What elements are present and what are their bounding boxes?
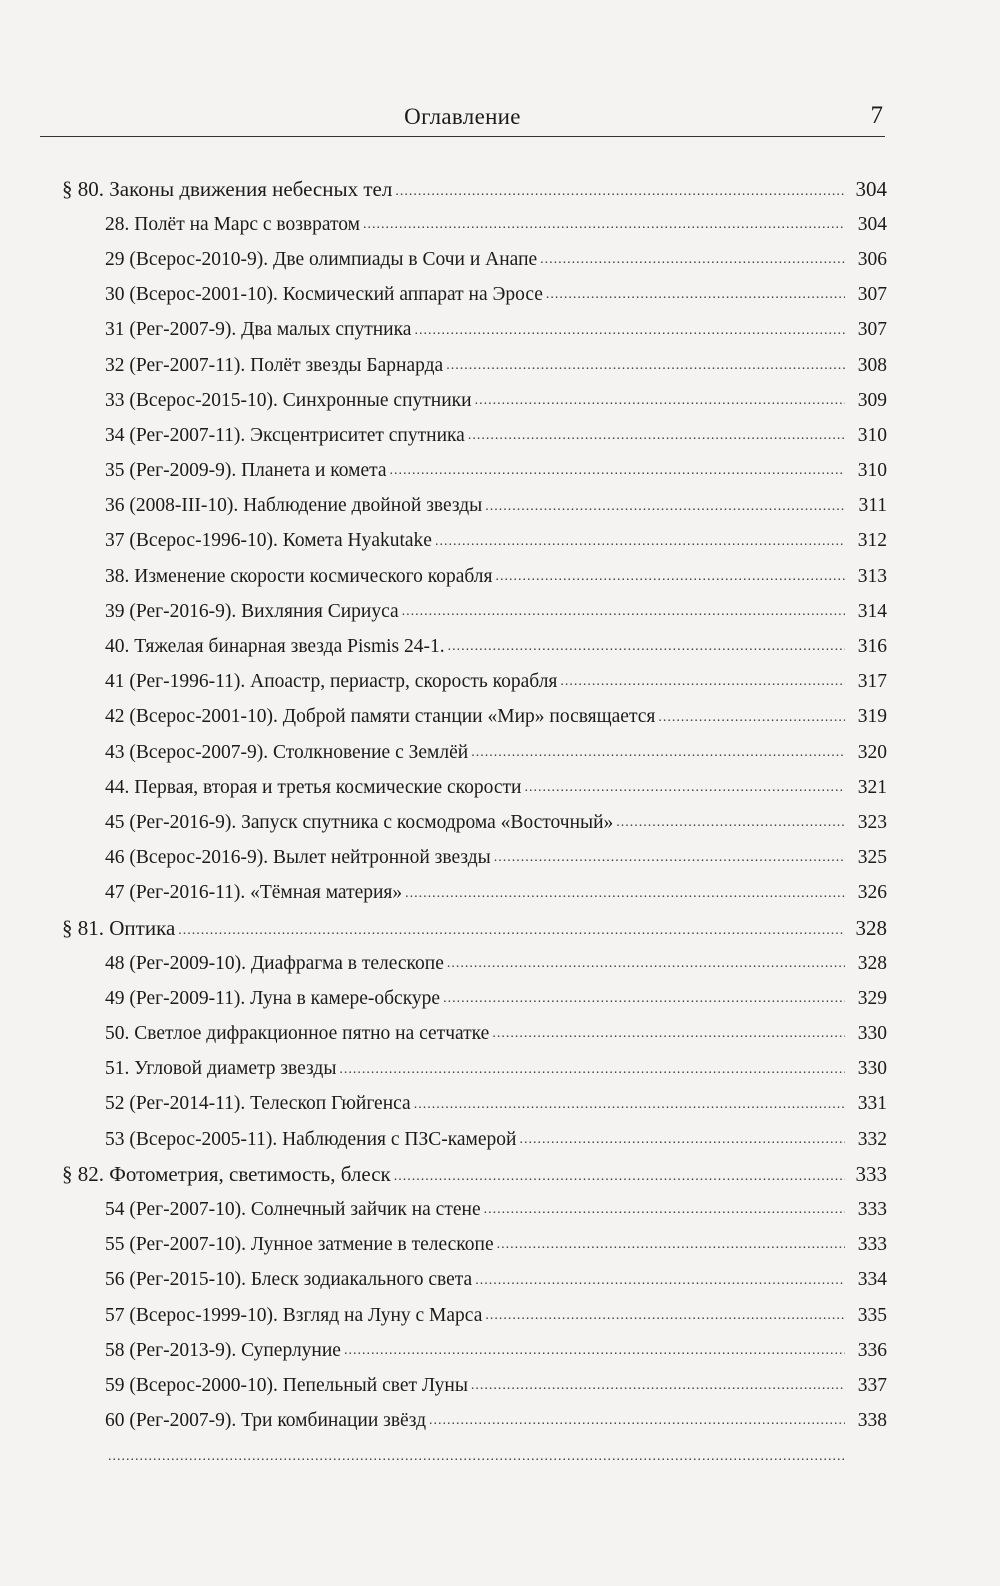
toc-entry-page: 313 [857,565,887,587]
dot-leader [492,1021,845,1041]
toc-entry-title: 41 (Рег-1996-11). Апоастр, периастр, скорость корабля [105,671,558,693]
toc-entry-page: 314 [857,600,887,622]
toc-entry-title: 42 (Всерос-2001-10). Доброй памяти станции «Мир» посвящается [105,706,656,728]
dot-leader [344,1338,845,1358]
toc-entry[interactable] [62,1228,887,1263]
toc-entry[interactable] [62,1298,887,1333]
dot-leader [540,247,845,267]
toc-entry-title: 55 (Рег-2007-10). Лунное затмение в телескопе [105,1234,494,1256]
toc-entry[interactable] [62,1192,887,1227]
toc-entry[interactable] [62,242,887,277]
toc-entry[interactable] [62,876,887,911]
dot-leader [443,986,845,1006]
toc-entry-title: 32 (Рег-2007-11). Полёт звезды Барнарда [105,354,444,376]
toc-entry-page: 320 [857,741,887,763]
dot-leader [475,1268,845,1288]
dot-leader [402,599,845,619]
toc-entry-title: 35 (Рег-2009-9). Планета и комета [105,460,387,482]
toc-entry[interactable] [62,489,887,524]
toc-entry-title: § 81. Оптика [62,916,176,941]
toc-entry-page: 330 [857,1023,887,1045]
dot-leader [475,388,845,408]
toc-entry-title: 45 (Рег-2016-9). Запуск спутника с космодрома «Восточный» [105,811,614,833]
toc-entry[interactable] [62,348,887,383]
dot-leader [524,775,845,795]
running-header [40,100,885,137]
dot-leader [448,634,845,654]
toc-entry-title: 33 (Всерос-2015-10). Синхронные спутники [105,389,472,411]
dot-leader [395,176,845,197]
toc-entry-title: 58 (Рег-2013-9). Суперлуние [105,1339,341,1361]
toc-entry[interactable] [62,278,887,313]
toc-entry-page: 321 [857,776,887,798]
dot-leader [414,318,845,338]
dot-leader [496,564,845,584]
toc-entry-title: 37 (Всерос-1996-10). Комета Hyakutake [105,530,432,552]
dot-leader [546,282,845,302]
toc-entry[interactable] [62,207,887,242]
toc-entry-section[interactable] [62,1157,887,1192]
toc-entry-title: 39 (Рег-2016-9). Вихляния Сириуса [105,600,399,622]
dot-leader [339,1057,845,1077]
dot-leader [484,1197,845,1217]
dot-leader [414,1092,845,1112]
toc-entry-page: 334 [857,1269,887,1291]
toc-entry-page: 312 [857,530,887,552]
toc-entry[interactable] [62,629,887,664]
toc-entry-page: 332 [857,1128,887,1150]
toc-entry-title: § 80. Законы движения небесных тел [62,177,393,202]
toc-entry-section[interactable] [62,172,887,207]
dot-leader [390,458,845,478]
toc-entry-page: 308 [857,354,887,376]
table-of-contents [62,172,887,1474]
dot-leader [616,810,845,830]
toc-entry-title: 30 (Всерос-2001-10). Космический аппарат на Эросе [105,284,543,306]
dot-leader [447,951,845,971]
dot-leader [394,1161,845,1182]
toc-entry-title: 57 (Всерос-1999-10). Взгляд на Луну с Марса [105,1304,483,1326]
dot-leader [108,1444,845,1464]
toc-entry-page: 304 [857,213,887,235]
toc-entry-title: § 82. Фотометрия, светимость, блеск [62,1162,391,1187]
toc-entry[interactable] [62,1263,887,1298]
toc-entry[interactable] [62,313,887,348]
toc-entry[interactable] [62,454,887,489]
toc-entry-title: 50. Светлое дифракционное пятно на сетчатке [105,1023,490,1045]
toc-entry-title: 31 (Рег-2007-9). Два малых спутника [105,319,412,341]
toc-entry[interactable] [62,559,887,594]
toc-entry[interactable] [62,1122,887,1157]
toc-entry-page: 333 [855,1162,887,1187]
toc-entry[interactable] [62,1439,887,1474]
toc-entry-page: 307 [857,284,887,306]
toc-entry[interactable] [62,665,887,700]
toc-entry-page: 325 [857,847,887,869]
toc-entry-title: 36 (2008-III-10). Наблюдение двойной звезды [105,495,483,517]
toc-entry-title: 49 (Рег-2009-11). Луна в камере-обскуре [105,987,441,1009]
toc-entry[interactable] [62,1368,887,1403]
toc-entry-title: 43 (Всерос-2007-9). Столкновение с Землёй [105,741,469,763]
toc-entry-title: 51. Угловой диаметр звезды [105,1058,337,1080]
dot-leader [485,494,845,514]
toc-entry[interactable] [62,805,887,840]
toc-entry-title: 29 (Всерос-2010-9). Две олимпиады в Сочи и Анапе [105,248,538,270]
toc-entry[interactable] [62,418,887,453]
toc-entry-title: 28. Полёт на Марс с возвратом [105,213,360,235]
toc-entry-page: 304 [855,177,887,202]
toc-entry-page: 329 [857,987,887,1009]
toc-entry-page: 316 [857,636,887,658]
toc-entry-page: 333 [857,1199,887,1221]
toc-entry-page: 336 [857,1339,887,1361]
dot-leader [468,423,845,443]
toc-entry-title: 34 (Рег-2007-11). Эксцентриситет спутника [105,424,465,446]
toc-entry-page: 338 [857,1410,887,1432]
toc-entry-title: 60 (Рег-2007-9). Три комбинации звёзд [105,1410,426,1432]
dot-leader [405,881,845,901]
toc-entry[interactable] [62,981,887,1016]
toc-entry-page: 328 [855,916,887,941]
toc-entry-title: 52 (Рег-2014-11). Телескоп Гюйгенса [105,1093,411,1115]
dot-leader [429,1408,845,1428]
header-title: Оглавление [404,104,521,129]
toc-entry-page: 330 [857,1058,887,1080]
toc-entry-page: 333 [857,1234,887,1256]
toc-entry-page: 331 [857,1093,887,1115]
dot-leader [363,212,845,232]
dot-leader [485,1303,845,1323]
header-page-number: 7 [870,102,883,129]
toc-entry[interactable] [62,946,887,981]
dot-leader [435,529,845,549]
dot-leader [471,1373,845,1393]
dot-leader [178,915,845,936]
toc-entry[interactable] [62,594,887,629]
toc-entry[interactable] [62,383,887,418]
dot-leader [520,1127,846,1147]
toc-entry-title: 46 (Всерос-2016-9). Вылет нейтронной звезды [105,847,491,869]
toc-entry-page: 311 [858,495,887,517]
toc-entry-page: 323 [857,811,887,833]
toc-entry-page: 337 [857,1374,887,1396]
toc-entry[interactable] [62,700,887,735]
toc-entry-section[interactable] [62,911,887,946]
toc-entry[interactable] [62,770,887,805]
toc-entry-title: 54 (Рег-2007-10). Солнечный зайчик на стене [105,1199,481,1221]
toc-entry-title: 48 (Рег-2009-10). Диафрагма в телескопе [105,952,444,974]
toc-entry-title: 44. Первая, вторая и третья космические скорости [105,776,522,798]
toc-entry[interactable] [62,524,887,559]
dot-leader [658,705,845,725]
toc-entry-title: 59 (Всерос-2000-10). Пепельный свет Луны [105,1374,468,1396]
toc-entry[interactable] [62,1404,887,1439]
toc-entry-page: 310 [857,424,887,446]
toc-entry[interactable] [62,1052,887,1087]
toc-entry-page: 328 [857,952,887,974]
dot-leader [560,669,845,689]
toc-entry-page: 307 [857,319,887,341]
toc-entry-page: 310 [857,460,887,482]
toc-entry-page: 306 [857,248,887,270]
dot-leader [471,740,845,760]
toc-entry-title: 47 (Рег-2016-11). «Тёмная материя» [105,882,403,904]
toc-entry-title: 40. Тяжелая бинарная звезда Pismis 24-1. [105,636,445,658]
dot-leader [446,353,845,373]
toc-entry-page: 319 [857,706,887,728]
toc-entry[interactable] [62,1017,887,1052]
toc-entry-page: 335 [857,1304,887,1326]
toc-entry[interactable] [62,735,887,770]
toc-entry[interactable] [62,841,887,876]
dot-leader [494,845,845,865]
toc-entry[interactable] [62,1087,887,1122]
toc-entry-page: 326 [857,882,887,904]
toc-entry-title: 38. Изменение скорости космического корабля [105,565,493,587]
dot-leader [497,1232,845,1252]
toc-entry[interactable] [62,1333,887,1368]
toc-entry-title: 53 (Всерос-2005-11). Наблюдения с ПЗС-камерой [105,1128,517,1150]
toc-entry-page: 309 [857,389,887,411]
toc-entry-page: 317 [857,671,887,693]
toc-entry-title: 56 (Рег-2015-10). Блеск зодиакального света [105,1269,473,1291]
